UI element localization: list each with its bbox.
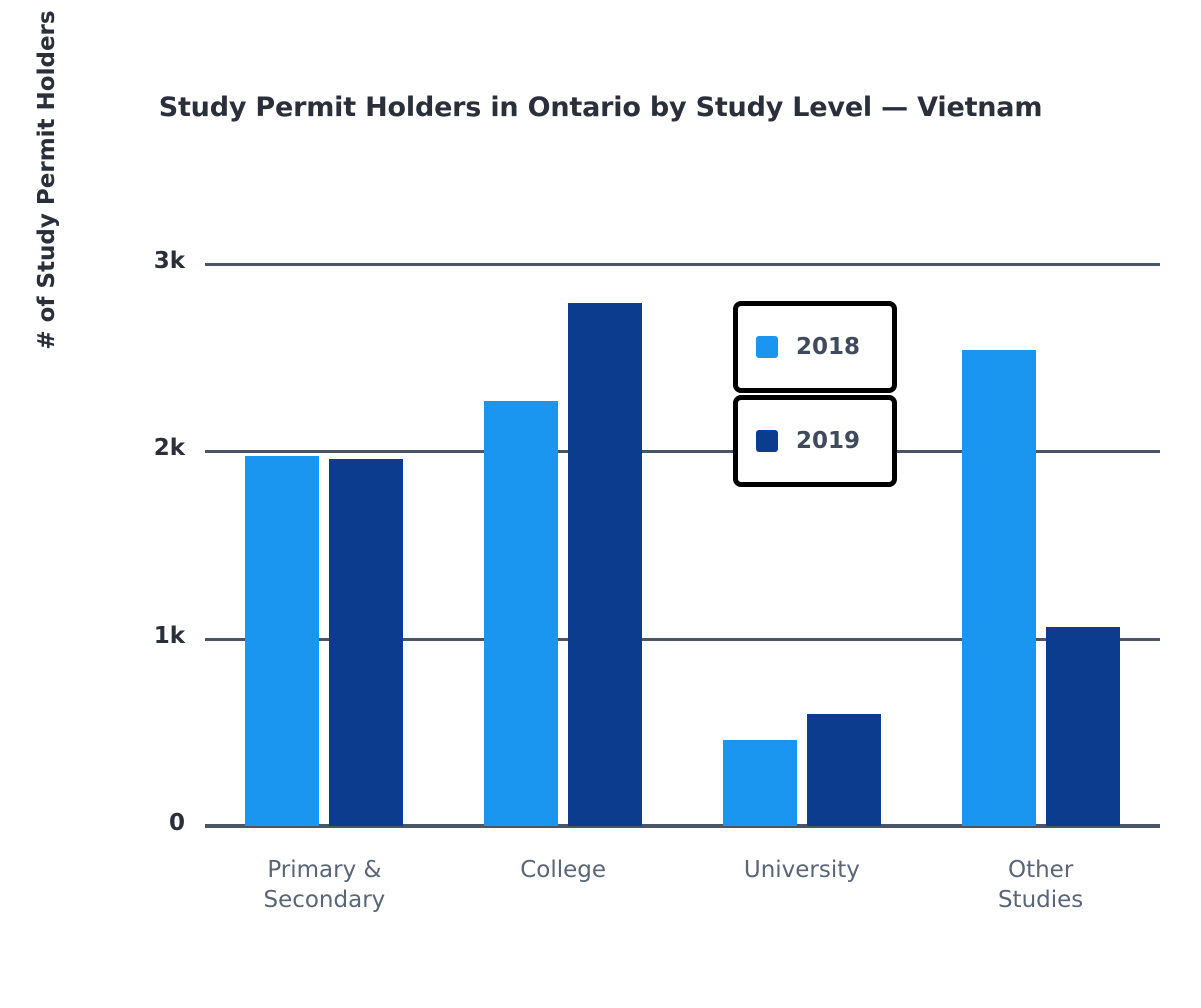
bar-2018-college[interactable]: [484, 401, 558, 826]
bar-2019-primary-secondary[interactable]: [329, 459, 403, 826]
x-tick-label-line: Primary &: [267, 857, 382, 883]
page-title: Study Permit Holders in Ontario by Study Level — Vietnam: [158, 92, 1043, 123]
bar-2018-other-studies[interactable]: [962, 350, 1036, 826]
y-tick-label: 2k: [153, 435, 185, 462]
legend-swatch-2018-icon: [756, 336, 778, 358]
legend-label-2019: 2019: [796, 428, 861, 454]
x-tick-label-line: Other: [1007, 857, 1074, 883]
y-axis-title: # of Study Permit Holders: [34, 10, 60, 350]
plot-area: [205, 264, 1160, 826]
bar-2018-university[interactable]: [723, 740, 797, 826]
bar-2019-other-studies[interactable]: [1046, 627, 1120, 827]
x-tick-label: [204, 856, 444, 916]
legend-label-2018: 2018: [796, 334, 861, 360]
x-tick-label: [682, 856, 922, 886]
x-tick-label: [443, 856, 683, 886]
y-tick-label: 3k: [153, 248, 185, 274]
x-tick-label-line: College: [520, 857, 607, 883]
bar-2018-primary-secondary[interactable]: [245, 456, 319, 826]
legend-swatch-2019-icon: [756, 430, 778, 452]
x-tick-label: [921, 856, 1161, 916]
x-tick-label-line: Secondary: [263, 886, 386, 913]
y-tick-label: 0: [168, 810, 185, 836]
bar-2019-university[interactable]: [807, 714, 881, 826]
legend-item-2019[interactable]: [733, 395, 897, 487]
bar-2019-college[interactable]: [568, 303, 642, 826]
y-tick-label: 1k: [153, 622, 185, 649]
x-tick-label-line: Studies: [997, 886, 1084, 913]
legend-item-2018[interactable]: [733, 301, 897, 393]
gridline: [205, 263, 1160, 266]
x-tick-label-line: University: [743, 857, 860, 883]
